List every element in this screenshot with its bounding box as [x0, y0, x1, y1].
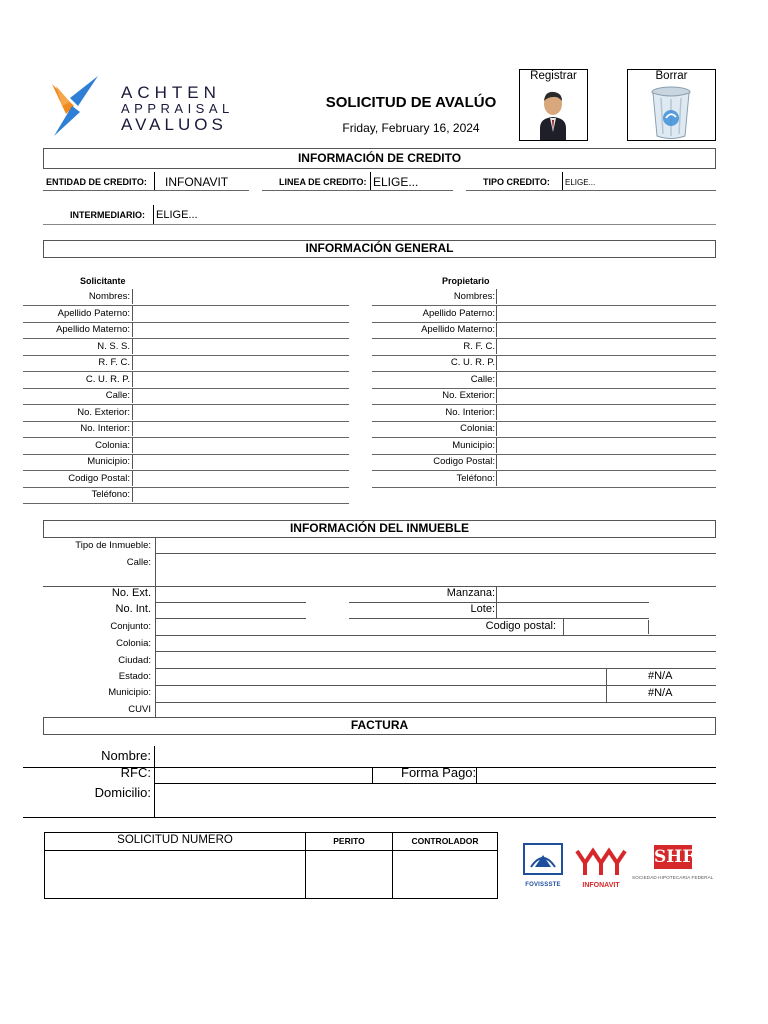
applicant-field-input[interactable] [132, 372, 349, 387]
property-type-label: Tipo de Inmueble: [75, 540, 151, 551]
owner-field-label: Apellido Paterno: [422, 307, 495, 319]
cuvi-field[interactable] [157, 703, 715, 716]
owner-field-label: R. F. C. [463, 340, 495, 352]
owner-field-label: Teléfono: [456, 472, 495, 484]
register-button-label: Registrar [530, 70, 577, 82]
owner-field-input[interactable] [496, 355, 716, 370]
property-section-title: INFORMACIÓN DEL INMUEBLE [43, 520, 716, 538]
credit-entity-field[interactable]: INFONAVIT [165, 175, 229, 189]
int-number-label: No. Int. [115, 603, 151, 615]
owner-field-input[interactable] [496, 471, 716, 486]
owner-field-label: No. Exterior: [442, 390, 495, 401]
applicant-field-label: Municipio: [87, 456, 130, 467]
request-number-field[interactable] [46, 851, 304, 898]
applicant-field-label: C. U. R. P. [85, 373, 130, 385]
register-button[interactable] [519, 69, 588, 141]
applicant-title: Solicitante [80, 276, 126, 286]
infonavit-logo [574, 843, 628, 887]
credit-line-field[interactable]: ELIGE... [373, 175, 419, 189]
state-label: Estado: [118, 671, 151, 682]
applicant-field-label: No. Interior: [80, 423, 130, 434]
logo-text-3: AVALUOS [121, 115, 227, 134]
ext-number-field[interactable] [157, 587, 305, 601]
logo-text-2: APPRAISAL [121, 101, 234, 116]
applicant-field-label: Teléfono: [91, 489, 130, 500]
applicant-field-label: R. F. C. [98, 357, 130, 368]
applicant-field-label: Nombres: [88, 291, 130, 302]
property-municipality-label: Municipio: [108, 687, 151, 698]
owner-field-input[interactable] [496, 339, 716, 354]
invoice-section-title: FACTURA [43, 717, 716, 735]
delete-button-label: Borrar [655, 70, 688, 82]
applicant-field-input[interactable] [132, 339, 349, 354]
applicant-field-input[interactable] [132, 421, 349, 436]
applicant-field-input[interactable] [132, 289, 349, 304]
property-colony-label: Colonia: [116, 638, 151, 649]
expert-label: PERITO [333, 836, 365, 846]
recycle-bin-icon [628, 84, 715, 140]
owner-field-label: Nombres: [453, 291, 495, 302]
credit-line-label: LINEA DE CREDITO: [279, 177, 367, 187]
state-code-value: #N/A [648, 670, 673, 682]
property-colony-field[interactable] [157, 637, 715, 651]
complex-label: Conjunto: [110, 621, 151, 632]
infonavit-emblem-icon [574, 843, 628, 877]
credit-entity-label: ENTIDAD DE CREDITO: [46, 177, 147, 187]
user-icon [520, 84, 587, 140]
intermediary-label: INTERMEDIARIO: [70, 210, 145, 220]
owner-field-label: Municipio: [452, 439, 495, 451]
applicant-field-label: No. Exterior: [77, 406, 130, 418]
municipality-code-value: #N/A [648, 687, 673, 699]
credit-type-field[interactable]: ELIGE... [565, 178, 596, 187]
complex-field[interactable] [157, 620, 457, 634]
state-field[interactable] [157, 669, 605, 683]
applicant-field-label: Apellido Materno: [56, 324, 130, 335]
general-section-title: INFORMACIÓN GENERAL [43, 240, 716, 258]
invoice-name-field[interactable] [156, 747, 714, 766]
applicant-field-input[interactable] [132, 405, 349, 420]
ext-number-label: No. Ext. [111, 587, 151, 599]
owner-field-input[interactable] [496, 388, 716, 403]
signature-table [44, 832, 498, 899]
invoice-name-label: Nombre: [101, 748, 151, 763]
logo-text-1: ACHTEN [121, 83, 221, 102]
city-field[interactable] [157, 653, 715, 667]
property-zip-field[interactable] [565, 620, 649, 634]
logo-mark-icon [52, 76, 102, 138]
owner-field-input[interactable] [496, 405, 716, 420]
fovissste-emblem-icon [521, 843, 565, 877]
fovissste-label: FOVISSSTE [525, 882, 561, 888]
request-number-label: SOLICITUD NUMERO [117, 834, 233, 846]
city-label: Ciudad: [118, 655, 151, 666]
fovissste-logo [521, 843, 565, 887]
payment-method-label: Forma Pago: [401, 765, 477, 780]
page-title: SOLICITUD DE AVALÚO [325, 94, 497, 111]
applicant-field-input[interactable] [132, 388, 349, 403]
controller-label: CONTROLADOR [411, 836, 479, 846]
owner-title: Propietario [442, 276, 490, 286]
applicant-field-input[interactable] [132, 487, 349, 502]
property-type-field[interactable] [157, 538, 715, 553]
applicant-field-input[interactable] [132, 306, 349, 321]
owner-field-input[interactable] [496, 454, 716, 469]
infonavit-label: INFONAVIT [582, 882, 620, 889]
applicant-field-input[interactable] [132, 471, 349, 486]
owner-field-input[interactable] [496, 306, 716, 321]
property-municipality-field[interactable] [157, 686, 605, 700]
owner-field-input[interactable] [496, 438, 716, 453]
intermediary-field[interactable]: ELIGE... [156, 209, 198, 221]
owner-field-label: Calle: [470, 373, 495, 385]
delete-button[interactable] [627, 69, 716, 141]
credit-section-title: INFORMACIÓN DE CREDITO [43, 148, 716, 169]
lot-field[interactable] [498, 603, 648, 617]
owner-field-input[interactable] [496, 421, 716, 436]
owner-field-label: No. Interior: [445, 406, 495, 418]
applicant-field-label: Codigo Postal: [68, 472, 130, 484]
owner-field-input[interactable] [496, 289, 716, 304]
applicant-field-label: Apellido Paterno: [57, 307, 130, 319]
company-logo [52, 76, 102, 138]
block-label: Manzana: [446, 587, 495, 599]
expert-field[interactable] [306, 851, 391, 898]
invoice-address-label: Domicilio: [94, 785, 151, 800]
request-date: Friday, February 16, 2024 [342, 121, 480, 135]
applicant-field-input[interactable] [132, 355, 349, 370]
lot-label: Lote: [470, 603, 495, 615]
applicant-field-label: Colonia: [95, 439, 130, 451]
owner-field-input[interactable] [496, 372, 716, 387]
int-number-field[interactable] [157, 603, 305, 617]
cuvi-label: CUVI [128, 704, 151, 715]
payment-method-field[interactable] [478, 768, 715, 782]
block-field[interactable] [498, 587, 648, 601]
shf-subtitle: SOCIEDAD HIPOTECARIA FEDERAL [632, 875, 714, 880]
property-zip-label: Codigo postal: [485, 620, 556, 632]
invoice-rfc-label: RFC: [120, 765, 151, 780]
owner-field-label: Codigo Postal: [433, 456, 495, 467]
shf-logo [632, 845, 718, 887]
applicant-field-input[interactable] [132, 322, 349, 337]
owner-field-label: Colonia: [460, 423, 495, 434]
applicant-field-input[interactable] [132, 438, 349, 453]
applicant-field-input[interactable] [132, 454, 349, 469]
applicant-field-label: N. S. S. [97, 340, 130, 352]
property-street-field[interactable] [157, 555, 715, 585]
invoice-address-field[interactable] [156, 785, 714, 816]
shf-mark: SHF [654, 847, 695, 867]
owner-field-input[interactable] [496, 322, 716, 337]
invoice-rfc-field[interactable] [156, 768, 371, 782]
property-street-label: Calle: [126, 557, 151, 568]
applicant-field-label: Calle: [105, 390, 130, 401]
owner-field-label: C. U. R. P. [450, 357, 495, 368]
owner-field-label: Apellido Materno: [421, 324, 495, 335]
controller-field[interactable] [393, 851, 496, 898]
credit-type-label: TIPO CREDITO: [483, 177, 550, 187]
